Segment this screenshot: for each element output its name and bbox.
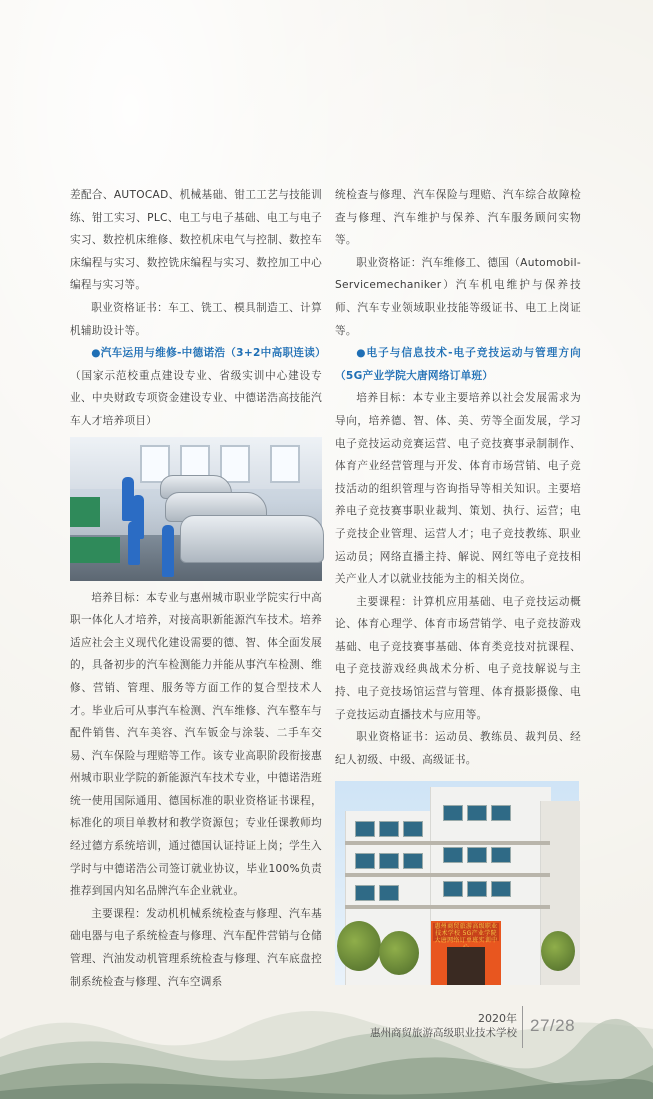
right-paragraph-3: 培养目标：本专业主要培养以社会发展需求为导向，培养德、智、体、美、劳等全面发展，学习电子竞技运动竞赛运营、电子竞技赛事录制制作、体育产业经营管理与开发、体育市场营销、电子竞技活动的组织管理与咨询指导等相关知识。主要培养电子竞技赛事职业裁判、策划、执行、运营；电子竞技企业管理、运营人才；电子竞技教练、职业运动员；网络直播主持、解说、网红等电子竞技相关产业人才以就业技能为主的相关岗位。 xyxy=(335,392,581,586)
left-paragraph-4: 培养目标：本专业与惠州城市职业学院实行中高职一体化人才培养，对接高职新能源汽车技术。培养适应社会主义现代化建设需要的德、智、体全面发展的，具备初步的汽车检测能力并能从事汽车检测、维修、营销、管理、服务等方面工作的复合型技术人才。毕业后可从事汽车检测、汽车维修、汽车整车与配件销售、汽车美容、汽车钣金与涂装、二手车交易、汽车保险与理赔等工作。该专业高职阶段衔接惠州城市职业学院的新能源汽车技术专业，中德诺浩班统一使用国际通用、德国标准的职业资格证书课程，标准化的项目单教材和教学资源包；专业任课教师均经过德方系统培训，通过德国认证持证上岗；学生入学时与中德诺浩公司签订就业协议，毕业100%负责推荐到国内知名品牌汽车企业就业。 xyxy=(70,591,322,898)
right-paragraph-1: 统检查与修理、汽车保险与理赔、汽车综合故障检查与修理、汽车维护与保养、汽车服务顾问实物等。 xyxy=(335,189,581,247)
right-column xyxy=(335,184,581,991)
footer-year: 2020年 xyxy=(478,1012,517,1025)
right-paragraph-5: 职业资格证书：运动员、教练员、裁判员、经纪人初级、中级、高级证书。 xyxy=(335,731,581,766)
mountain-landscape xyxy=(0,979,653,1099)
workshop-photo xyxy=(70,437,322,581)
footer-school-name: 惠州商贸旅游高级职业技术学校 xyxy=(370,1027,517,1039)
right-paragraph-4: 主要课程：计算机应用基础、电子竞技运动概论、体育心理学、体育市场营销学、电子竞技游戏基础、电子竞技赛事基础、体育类竞技对抗课程、电子竞技游戏经典战术分析、电子竞技解说与主持、电子竞技场馆运营与管理、体育摄影摄像、电子竞技运动直播技术与应用等。 xyxy=(335,595,581,721)
left-paragraph-2: 职业资格证书：车工、铣工、模具制造工、计算机辅助设计等。 xyxy=(70,301,322,337)
left-paragraph-1: 差配合、AUTOCAD、机械基础、钳工工艺与技能训练、钳工实习、PLC、电工与电子基础、电工与电子实习、数控机床维修、数控机床电气与控制、数控车床编程与实习、数控铣床编程与实习、数控加工中心编程与实习等。 xyxy=(70,189,322,292)
building-sign: 惠州商贸旅游高级职业技术学校 5G产业学院大唐网络订单班实训中 xyxy=(434,923,498,945)
footer-divider xyxy=(522,1006,523,1048)
page-number: 27/28 xyxy=(530,1016,576,1035)
left-paragraph-3: （国家示范校重点建设专业、省级实训中心建设专业、中央财政专项资金建设专业、中德诺浩高技能汽车人才培养项目） xyxy=(70,369,322,427)
section-heading-esports: ●电子与信息技术-电子竞技运动与管理方向（5G产业学院大唐网络订单班） xyxy=(335,347,581,382)
left-column xyxy=(70,184,327,993)
building-photo xyxy=(335,781,579,985)
right-paragraph-2: 职业资格证：汽车维修工、德国（Automobil-Servicemechaniker）汽车机电维护与保养技师、汽车专业领域职业技能等级证书、电工上岗证等。 xyxy=(335,256,581,337)
left-paragraph-5: 主要课程：发动机机械系统检查与修理、汽车基础电器与电子系统检查与修理、汽车配件营销与仓储管理、汽油发动机管理系统检查与修理、汽车底盘控制系统检查与修理、汽车空调系 xyxy=(70,907,322,988)
section-heading-auto: ●汽车运用与维修-中德诺浩（3+2中高职连读） xyxy=(91,347,327,360)
